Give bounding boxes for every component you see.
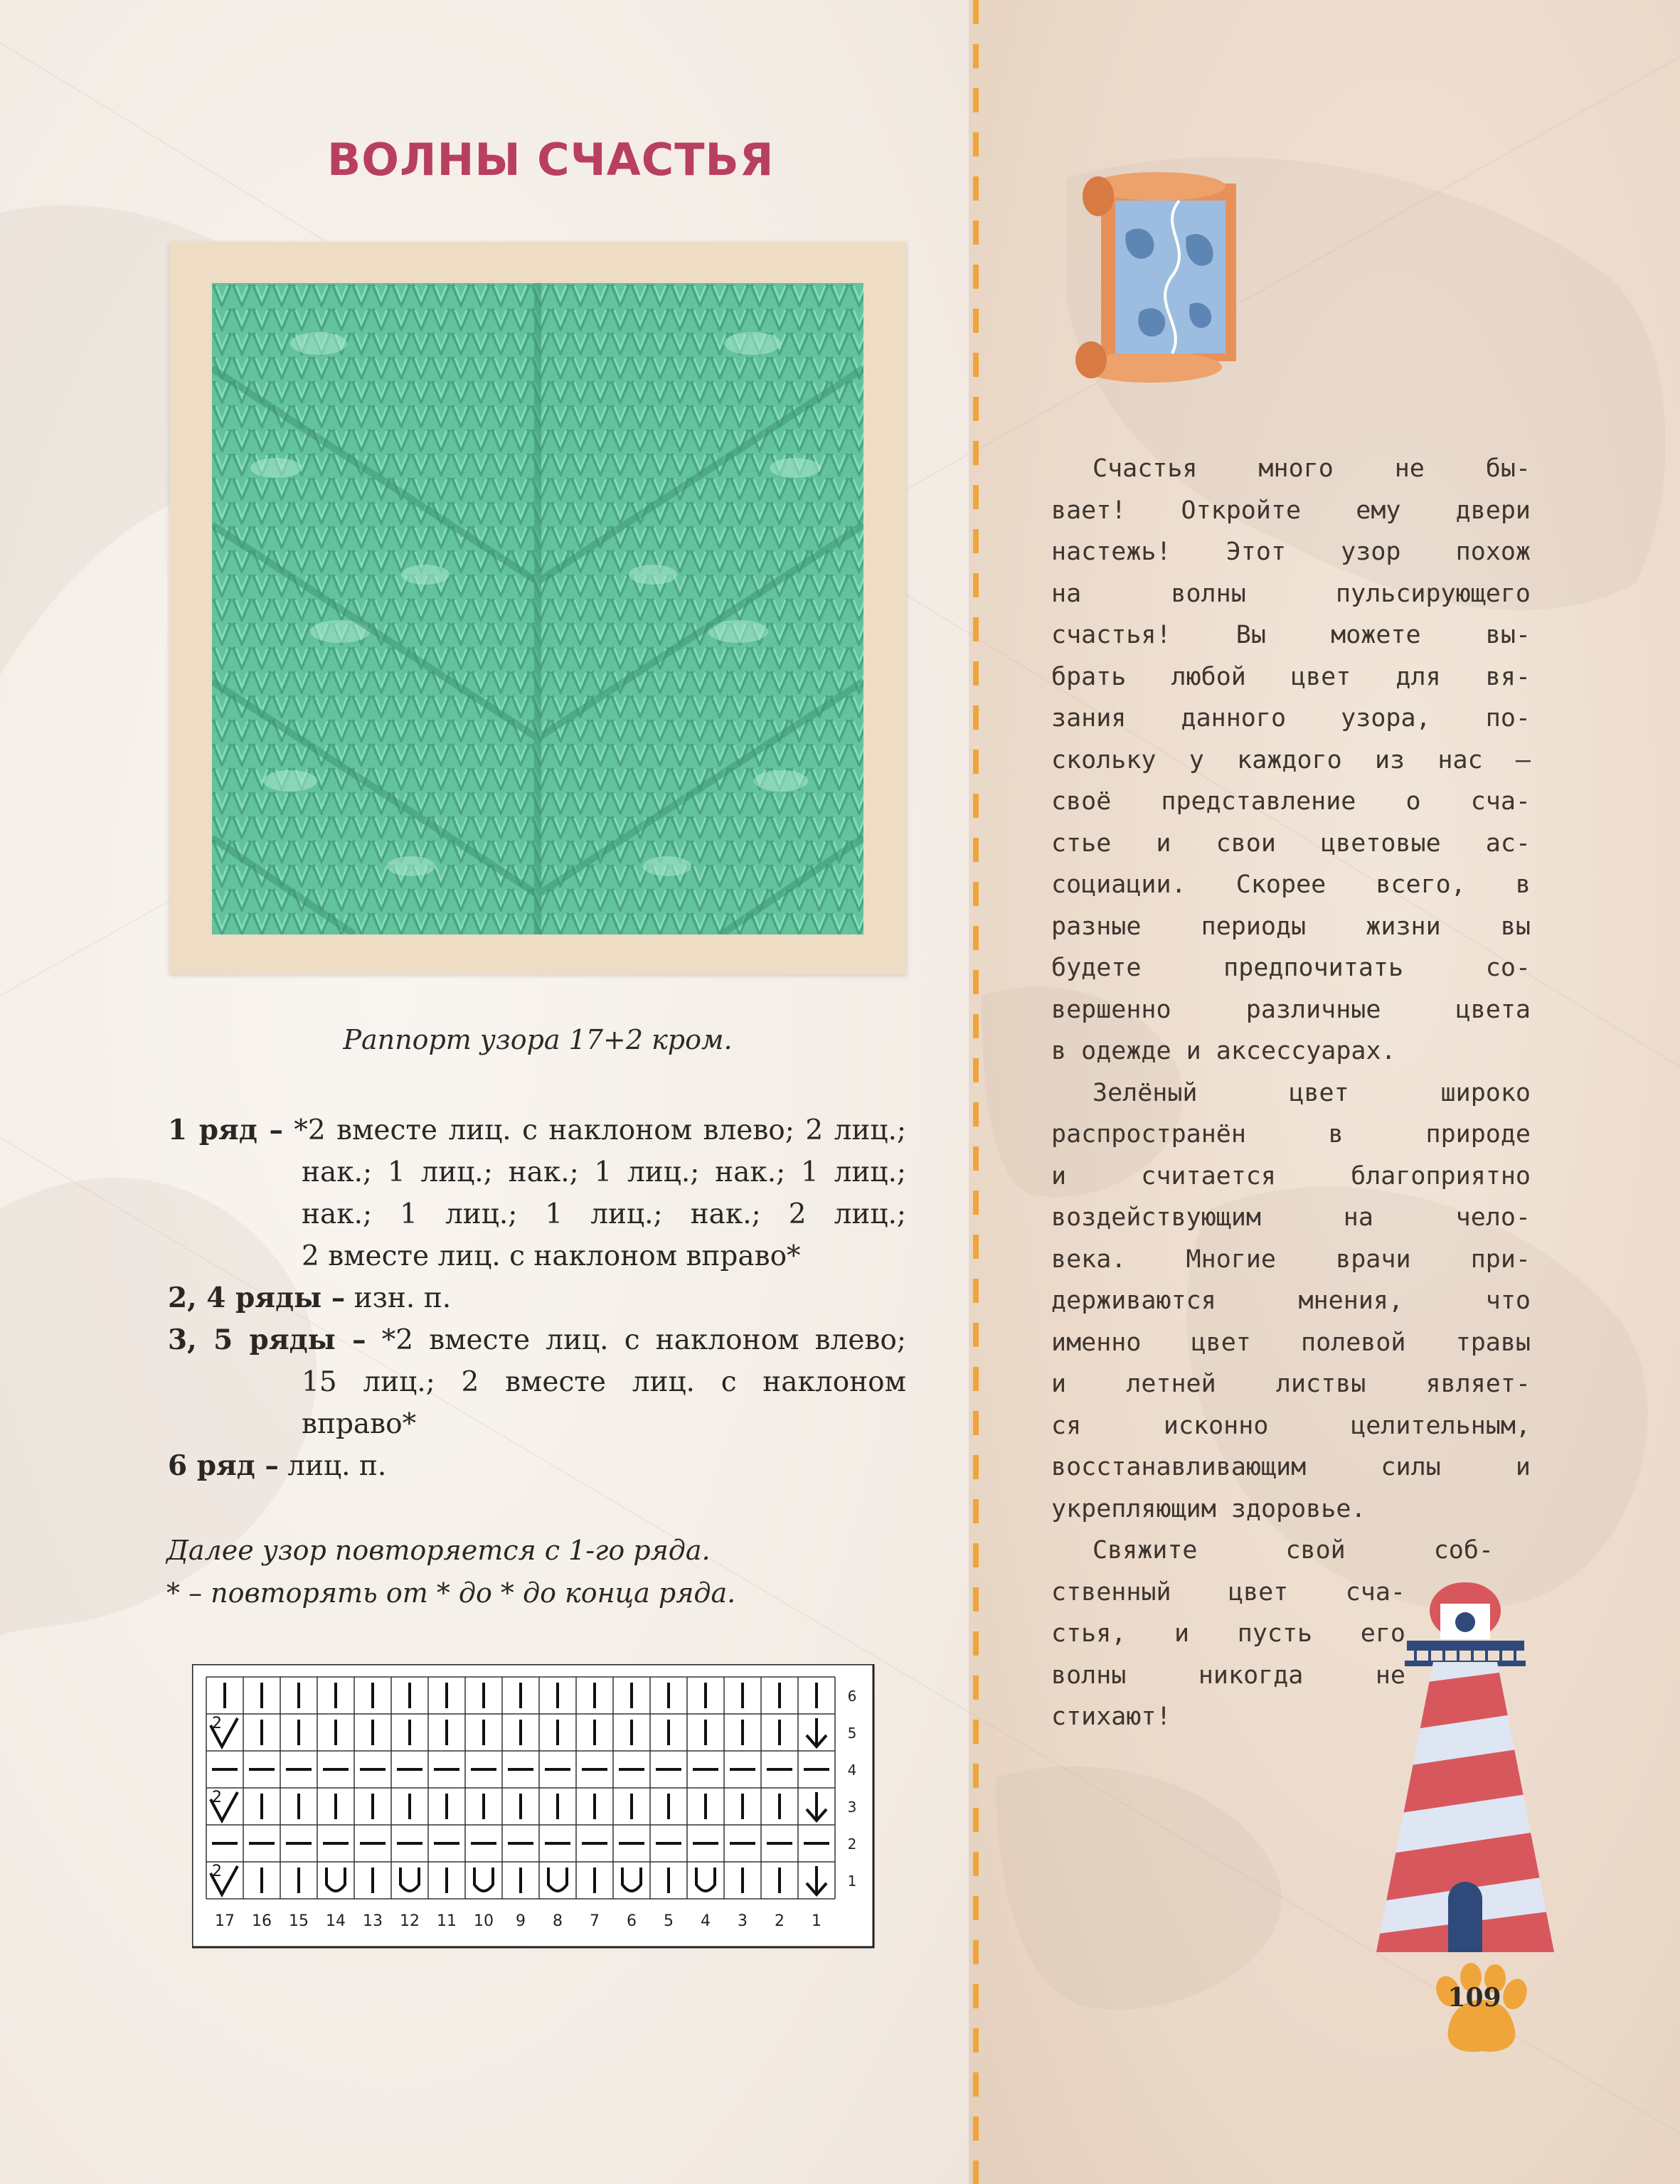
row-label: 3, 5 ряды – — [168, 1323, 366, 1356]
story-paragraph — [1051, 448, 1531, 1072]
story-line: и считается благоприятно — [1051, 1161, 1531, 1190]
row-text: 15 лиц.; 2 вместе лиц. с наклоном — [302, 1366, 906, 1398]
chart-column-number: 2 — [775, 1912, 785, 1930]
chart-column-number: 12 — [400, 1912, 420, 1930]
notes — [166, 1529, 906, 1614]
chart-column-number: 1 — [812, 1912, 822, 1930]
story-line: держиваются мнения, что — [1051, 1287, 1531, 1315]
chart-row-number: 6 — [847, 1688, 857, 1705]
chart-column-number: 16 — [252, 1912, 272, 1930]
page-number: 109 — [1447, 1983, 1501, 2013]
story-line: и летней листвы являет- — [1051, 1370, 1531, 1398]
knitted-swatch-image — [212, 283, 863, 934]
story-line: ся исконно целительным, — [1051, 1411, 1531, 1440]
row-label: 1 ряд – — [168, 1114, 283, 1146]
story-line: разные периоды жизни вы — [1051, 912, 1531, 941]
story-line: будете предпочитать со- — [1051, 954, 1531, 982]
row-label: 2, 4 ряды – — [168, 1282, 346, 1314]
row-instruction — [168, 1277, 906, 1319]
story-line: счастья! Вы можете вы- — [1051, 621, 1531, 649]
story-line: вершенно различные цвета — [1051, 995, 1531, 1024]
story-line: Счастья много не бы- — [1092, 454, 1531, 483]
story-line: в одежде и аксессуарах. — [1051, 1037, 1396, 1065]
chart-frame — [192, 1664, 873, 1947]
story-line: ственный цвет сча- — [1051, 1577, 1405, 1607]
chart-column-number: 5 — [664, 1912, 674, 1930]
dashed-divider — [973, 0, 979, 2184]
chart-column-number: 7 — [590, 1912, 600, 1930]
story-line: стихают! — [1051, 1703, 1171, 1731]
chart-column-number: 4 — [701, 1912, 711, 1930]
knitting-chart — [192, 1664, 875, 1949]
story-line: брать любой цвет для вя- — [1051, 662, 1531, 691]
story-line: социации. Скорее всего, в — [1051, 870, 1531, 899]
story-line: на волны пульсирующего — [1051, 579, 1531, 608]
chart-row-number: 3 — [847, 1799, 857, 1816]
note-line: Далее узор повторяется с 1-го ряда. — [166, 1535, 711, 1566]
story-line: века. Многие врачи при- — [1051, 1245, 1531, 1274]
story-line: укрепляющим здоровье. — [1051, 1494, 1366, 1523]
row-text: *2 вместе лиц. с наклоном влево; — [366, 1324, 906, 1356]
story-paragraph — [1051, 1530, 1531, 1738]
row-instructions — [168, 1109, 906, 1487]
story-line: воздействующим на чело- — [1051, 1203, 1531, 1232]
row-text: *2 вместе лиц. с наклоном влево; 2 лиц.; — [282, 1114, 906, 1146]
row-text: лиц. п. — [278, 1450, 387, 1482]
story-line: настежь! Этот узор похож — [1051, 538, 1531, 566]
story-line: скольку у каждого из нас – — [1051, 745, 1531, 774]
chart-column-number: 10 — [474, 1912, 494, 1930]
photo-frame — [169, 242, 906, 974]
chart-row-number: 4 — [847, 1762, 857, 1779]
row-instruction — [168, 1319, 906, 1445]
k2tog-left-label: 2 — [212, 1715, 222, 1732]
chart-row-number: 5 — [847, 1725, 857, 1742]
chart-column-number: 8 — [553, 1912, 563, 1930]
chart-column-number: 3 — [738, 1912, 748, 1930]
page-title: ВОЛНЫ СЧАСТЬЯ — [327, 134, 775, 186]
story-line: своё представление о сча- — [1051, 787, 1531, 816]
story-line: восстанавливающим силы и — [1051, 1453, 1531, 1481]
story-line: стья, и пусть его — [1051, 1619, 1405, 1648]
k2tog-left-label: 2 — [212, 1863, 222, 1880]
story-line: распространён в природе — [1051, 1120, 1531, 1149]
map-scroll-icon — [1073, 169, 1258, 390]
story-paragraph — [1051, 1072, 1531, 1530]
k2tog-left-label: 2 — [212, 1789, 222, 1806]
row-text: вправо* — [302, 1408, 417, 1440]
pattern-caption: Раппорт узора 17+2 кром. — [343, 1024, 733, 1055]
chart-column-number: 6 — [627, 1912, 637, 1930]
chart-column-number: 17 — [215, 1912, 235, 1930]
chart-column-number: 14 — [326, 1912, 346, 1930]
story-line: вает! Откройте ему двери — [1051, 496, 1531, 525]
story-line: именно цвет полевой травы — [1051, 1328, 1531, 1357]
row-text: нак.; 1 лиц.; нак.; 1 лиц.; нак.; 1 лиц.; — [302, 1156, 906, 1188]
row-text: изн. п. — [345, 1282, 452, 1314]
story-line: волны никогда не — [1051, 1661, 1405, 1690]
chart-column-number: 11 — [437, 1912, 457, 1930]
row-label: 6 ряд – — [168, 1449, 279, 1482]
row-instruction — [168, 1109, 906, 1277]
row-text: нак.; 1 лиц.; 1 лиц.; нак.; 2 лиц.; — [302, 1198, 906, 1230]
row-text: 2 вместе лиц. с наклоном вправо* — [302, 1240, 801, 1272]
chart-column-number: 13 — [363, 1912, 383, 1930]
chart-row-number: 2 — [847, 1836, 857, 1853]
story-text — [1051, 448, 1531, 1738]
chart-column-number: 9 — [516, 1912, 526, 1930]
chart-column-number: 15 — [289, 1912, 309, 1930]
chart-row-number: 1 — [847, 1873, 857, 1890]
story-line: зания данного узора, по- — [1051, 704, 1531, 733]
note-line: * – повторять от * до * до конца ряда. — [166, 1577, 736, 1609]
story-line: Зелёный цвет широко — [1092, 1078, 1531, 1107]
row-instruction — [168, 1445, 906, 1487]
story-line: стье и свои цветовые ас- — [1051, 829, 1531, 858]
story-line: Свяжите свой соб- — [1092, 1536, 1494, 1565]
